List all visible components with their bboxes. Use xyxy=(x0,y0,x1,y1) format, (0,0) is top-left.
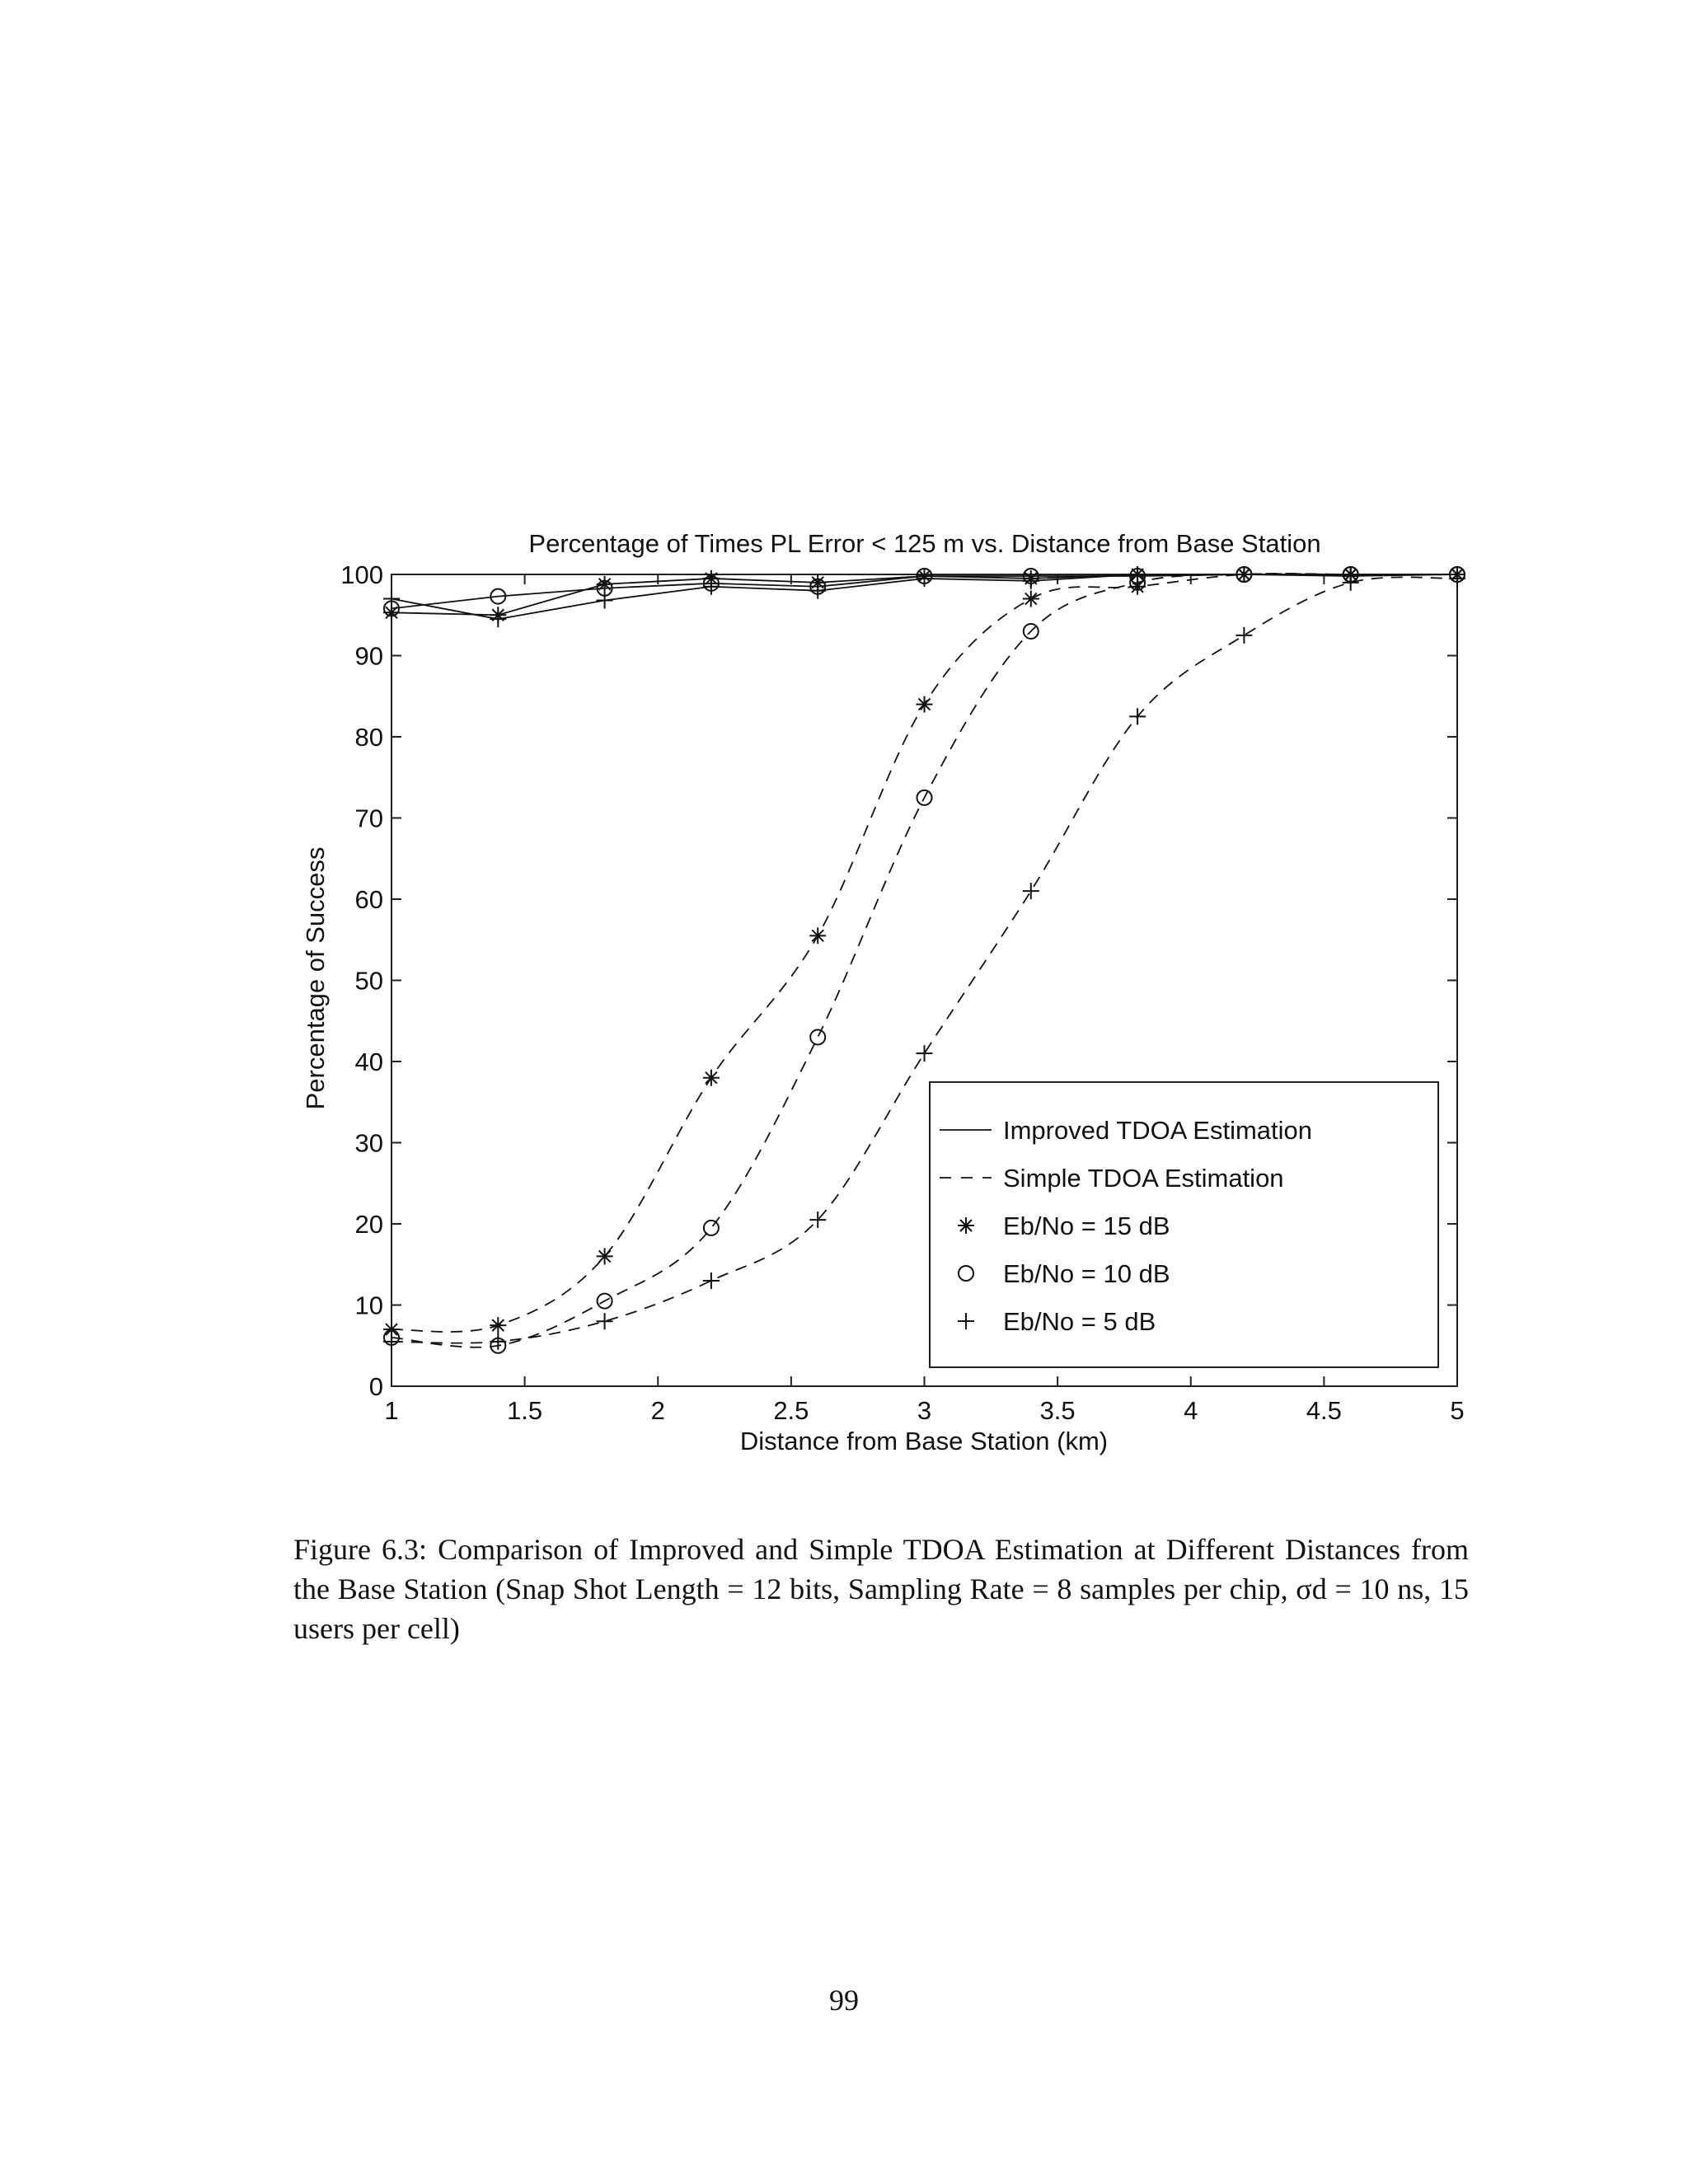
y-tick-label: 100 xyxy=(340,560,383,589)
data-point-plus xyxy=(383,1333,400,1350)
figure-caption: Figure 6.3: Comparison of Improved and Simple TDOA Estimation at Different Distances from the Base Station (Snap Shot Length = 12 bits, Sampling Rate = 8 samples per chip, σd = 10 ns, 15 users per cell) xyxy=(293,1533,1469,1645)
y-tick-label: 20 xyxy=(354,1210,383,1239)
data-point-plus xyxy=(490,1333,506,1350)
legend-label: Simple TDOA Estimation xyxy=(1003,1164,1284,1193)
data-point-plus xyxy=(1023,883,1039,899)
data-point-asterisk xyxy=(1023,591,1039,607)
y-tick-label: 70 xyxy=(354,804,383,833)
x-tick-label: 4.5 xyxy=(1306,1396,1342,1425)
data-point-asterisk xyxy=(490,1317,506,1333)
legend xyxy=(930,1082,1438,1367)
page-number: 99 xyxy=(829,1984,859,2017)
data-point-plus xyxy=(597,593,613,609)
y-tick-label: 30 xyxy=(354,1128,383,1158)
data-point-circle xyxy=(704,1221,719,1235)
x-tick-label: 3 xyxy=(917,1396,932,1425)
legend-label: Eb/No = 10 dB xyxy=(1003,1259,1170,1288)
data-point-asterisk xyxy=(597,1248,613,1264)
x-tick-label: 5 xyxy=(1450,1396,1465,1425)
y-tick-label: 40 xyxy=(354,1047,383,1076)
y-tick-label: 80 xyxy=(354,723,383,752)
y-tick-label: 0 xyxy=(368,1372,383,1401)
data-point-plus xyxy=(1236,627,1252,644)
data-point-asterisk xyxy=(809,927,826,944)
legend-label: Eb/No = 5 dB xyxy=(1003,1307,1156,1336)
data-point-plus xyxy=(597,1313,613,1329)
x-tick-label: 2 xyxy=(650,1396,665,1425)
x-tick-label: 2.5 xyxy=(773,1396,809,1425)
data-point-asterisk xyxy=(703,1070,720,1086)
data-point-circle xyxy=(810,1029,825,1044)
y-tick-label: 50 xyxy=(354,966,383,996)
x-tick-label: 1.5 xyxy=(507,1396,543,1425)
legend-label: Improved TDOA Estimation xyxy=(1003,1116,1313,1145)
y-tick-label: 10 xyxy=(354,1291,383,1320)
data-point-asterisk xyxy=(958,1217,974,1234)
data-point-plus xyxy=(1449,570,1465,587)
data-point-asterisk xyxy=(917,696,933,713)
data-point-plus xyxy=(809,583,826,599)
data-point-plus xyxy=(703,579,720,595)
chart-title: Percentage of Times PL Error < 125 m vs. Distance from Base Station xyxy=(528,529,1321,558)
y-tick-label: 90 xyxy=(354,641,383,671)
y-tick-label: 60 xyxy=(354,885,383,914)
x-tick-label: 1 xyxy=(384,1396,399,1425)
x-tick-label: 4 xyxy=(1184,1396,1198,1425)
data-point-plus xyxy=(703,1272,720,1289)
series-solid-plus xyxy=(383,566,1465,627)
x-tick-label: 3.5 xyxy=(1039,1396,1076,1425)
legend-label: Eb/No = 15 dB xyxy=(1003,1212,1170,1240)
x-axis-label: Distance from Base Station (km) xyxy=(739,1427,1109,1455)
data-point-plus xyxy=(917,1045,933,1062)
y-axis-label: Percentage of Success xyxy=(301,846,330,1110)
